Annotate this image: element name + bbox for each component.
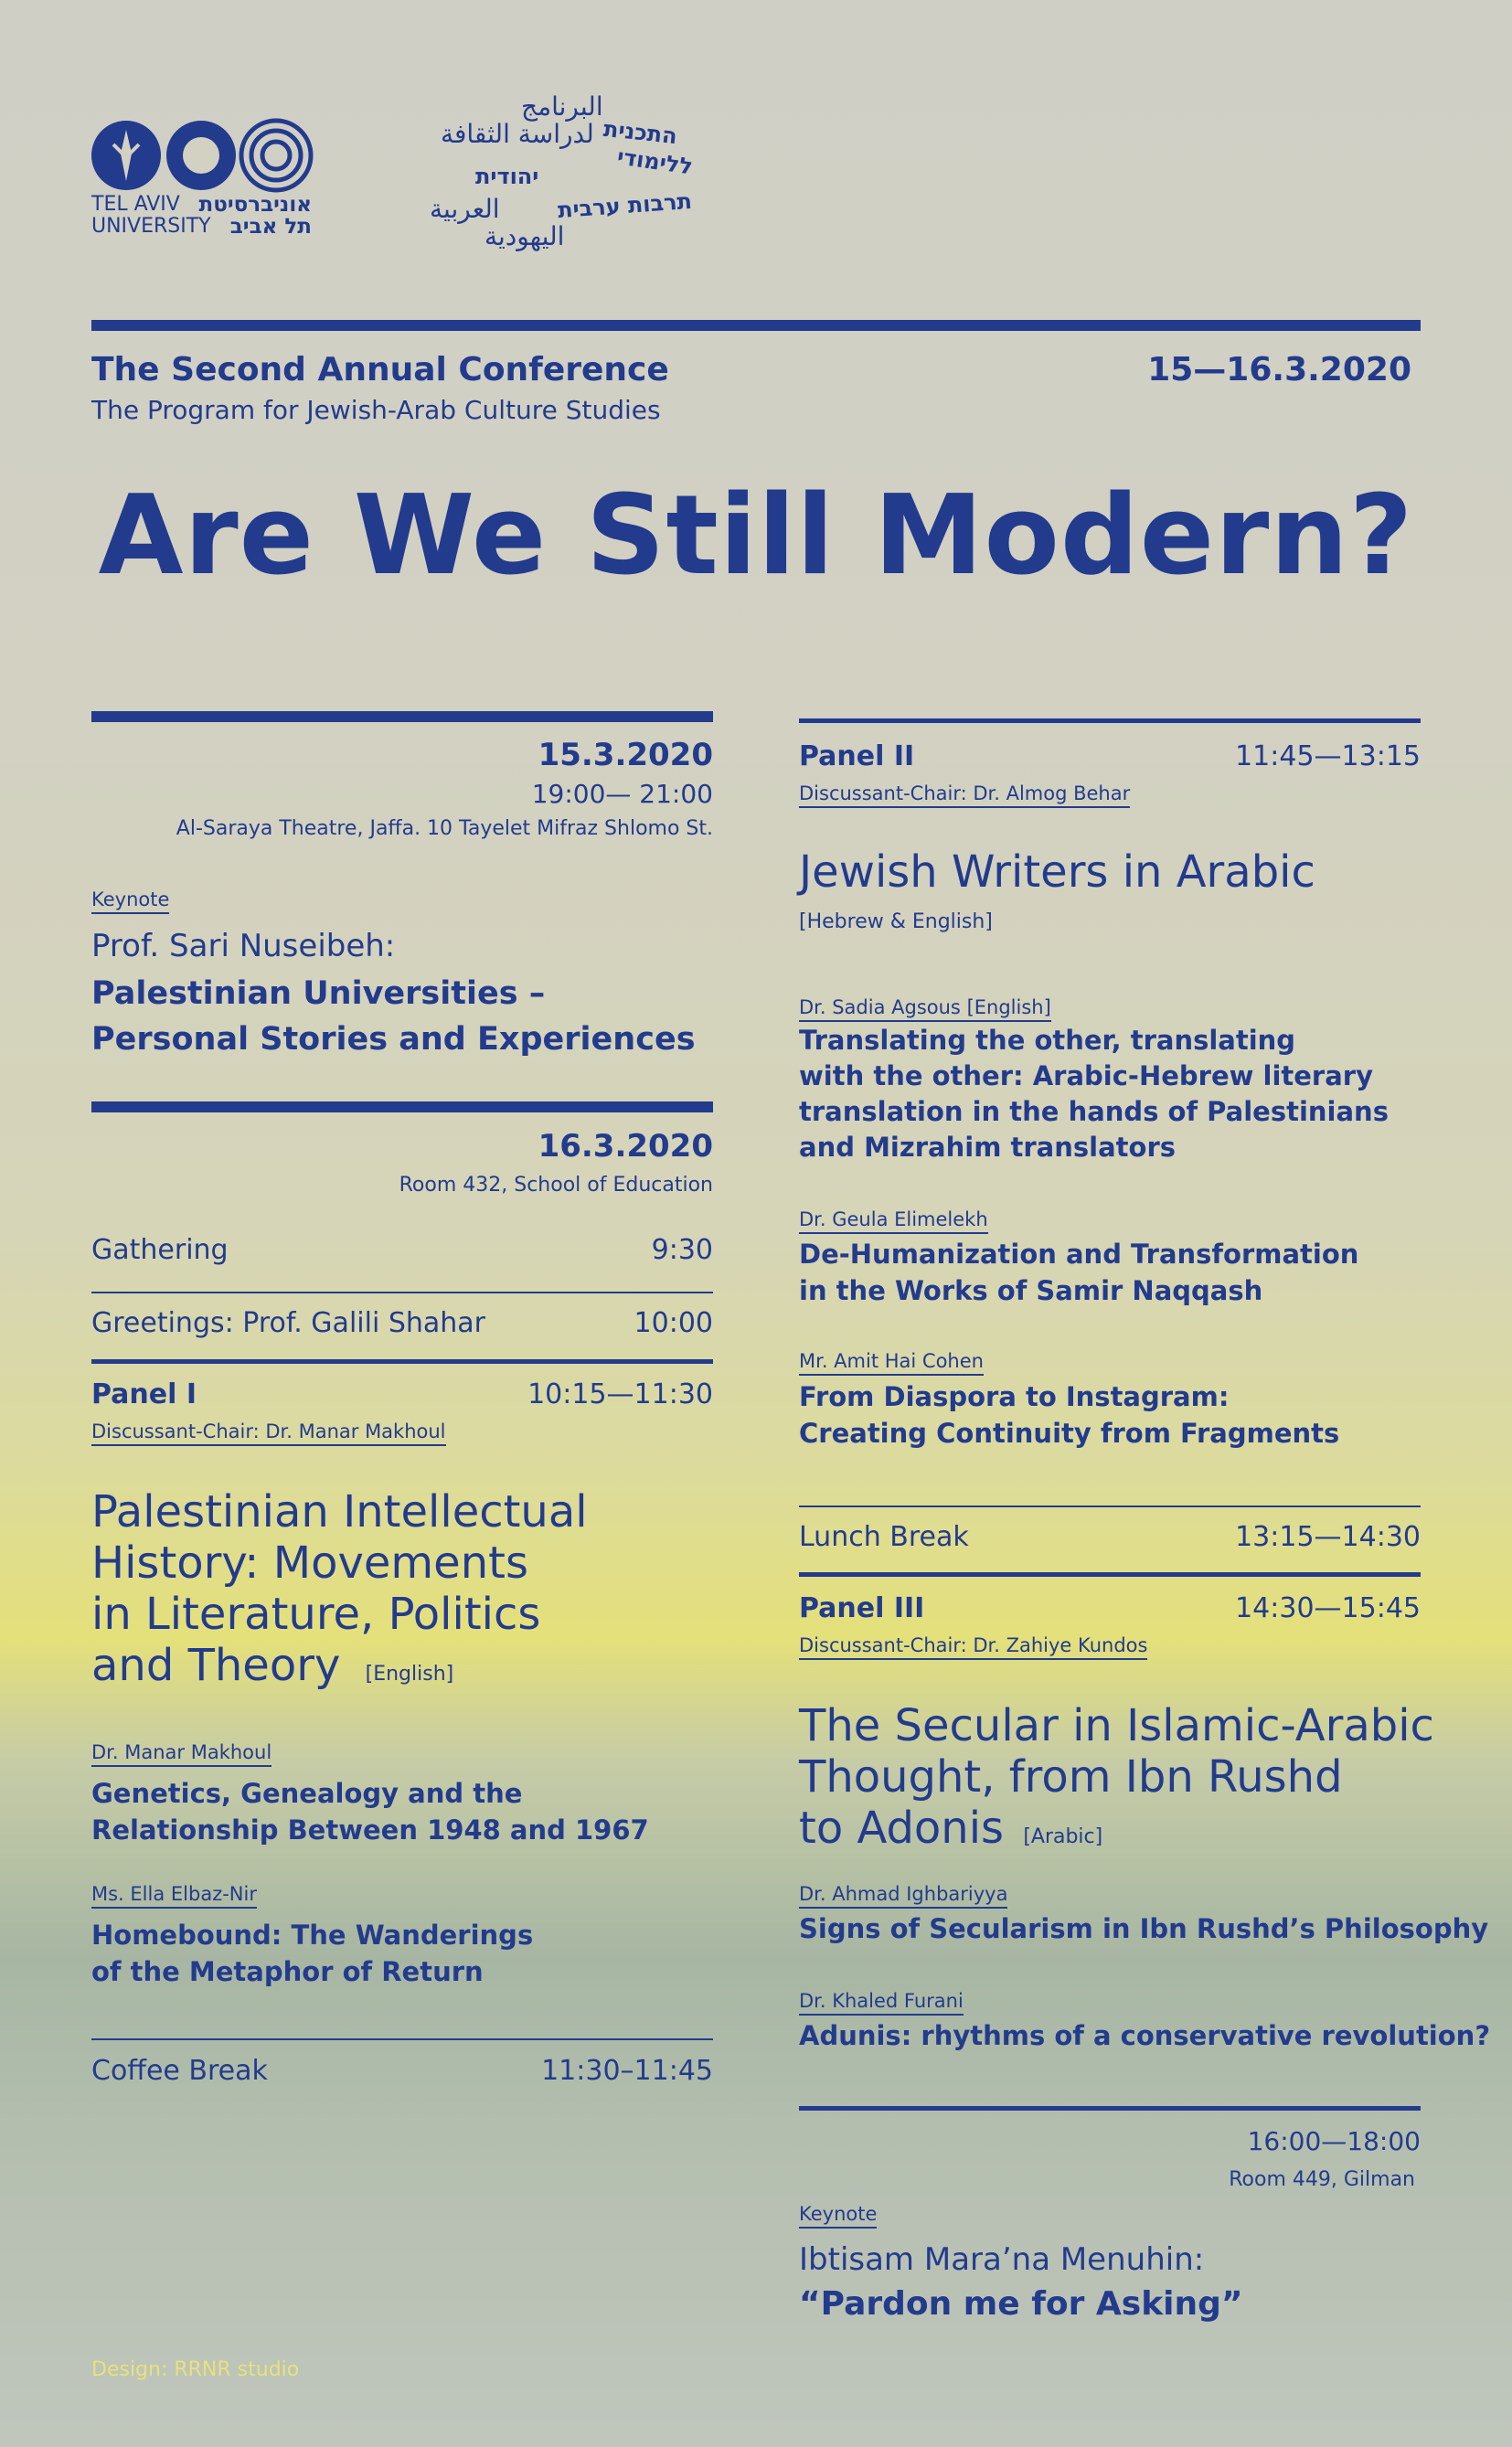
lunch-time: 13:15—14:30 [1235,1521,1421,1553]
panel3-talk1-title: Signs of Secularism in Ibn Rushd’s Philosophy [799,1913,1489,1944]
lunch-rule [799,1505,1421,1507]
closing-venue: Room 449, Gilman [1229,2168,1415,2191]
program-arabic-2: لدراسة الثقافة [441,119,594,149]
panel2-talk1-title-line4: and Mizrahim translators [799,1132,1177,1163]
university-he-line2: תל אביב [229,215,312,239]
day2-rule [91,1101,713,1112]
design-credit: Design: RRNR studio [91,2358,300,2381]
university-en-line2: UNIVERSITY [91,215,211,238]
panel1-title-line2: History: Movements [91,1537,528,1589]
program-arabic-3: العربية [430,194,500,224]
program-hebrew-2: ללימודי [615,144,695,180]
program-hebrew-1: התכנית [602,115,679,150]
panel2-rule [799,718,1421,723]
program-hebrew-4: תרבות ערבית [557,187,693,224]
panel2-talk1-title-line3: translation in the hands of Palestinians [799,1096,1389,1127]
panel2-talk1-title-line2: with the other: Arabic-Hebrew literary [799,1060,1373,1091]
panel1-talk1-title-line1: Genetics, Genealogy and the [91,1778,523,1809]
panel2-talk1-lang: [English] [966,996,1051,1018]
program-name: The Program for Jewish-Arab Culture Studies [91,395,661,425]
panel1-talk1-speaker: Dr. Manar Makhoul [91,1741,272,1767]
panel3-title-line1: The Secular in Islamic-Arabic [799,1700,1434,1751]
day1-keynote-title-line2: Personal Stories and Experiences [91,1021,696,1058]
panel1-chair: Discussant-Chair: Dr. Manar Makhoul [91,1420,446,1446]
panel3-lang: [Arabic] [1023,1825,1103,1848]
panel2-talk2-speaker: Dr. Geula Elimelekh [799,1208,988,1234]
panel2-talk1-speaker [799,996,1051,1022]
university-en-line1: TEL AVIV [91,193,180,216]
panel2-lang: [Hebrew & English] [799,910,993,933]
panel3-talk2-title: Adunis: rhythms of a conservative revolution? [799,2020,1491,2051]
panel2-talk1-speaker-name: Dr. Sadia Agsous [799,996,961,1018]
greetings-time: 10:00 [634,1307,713,1339]
panel2-time: 11:45—13:15 [1235,740,1421,772]
day2-date: 16.3.2020 [538,1128,713,1165]
coffee-rule [91,2038,713,2040]
day1-time: 19:00— 21:00 [531,779,713,809]
panel2-talk2-title-line2: in the Works of Samir Naqqash [799,1275,1263,1306]
panel3-title-line2: Thought, from Ibn Rushd [799,1751,1343,1803]
panel3-chair: Discussant-Chair: Dr. Zahiye Kundos [799,1634,1147,1660]
closing-keynote-speaker: Ibtisam Mara’na Menuhin: [799,2241,1205,2278]
panel3-time: 14:30—15:45 [1235,1592,1421,1624]
day1-keynote-label: Keynote [91,888,169,914]
closing-rule [799,2106,1421,2111]
panel1-lang: [English] [365,1663,454,1686]
closing-time: 16:00—18:00 [1247,2126,1421,2156]
page-title: Are We Still Modern? [98,473,1414,600]
program-logo [421,91,731,274]
closing-keynote-label: Keynote [799,2203,877,2229]
panel2-talk3-title-line1: From Diaspora to Instagram: [799,1381,1230,1412]
panel2-talk1-title-line1: Translating the other, translating [799,1025,1296,1056]
panel1-talk2-title-line2: of the Metaphor of Return [91,1956,484,1987]
conference-title: The Second Annual Conference [91,351,669,388]
lunch-label: Lunch Break [799,1521,969,1553]
day1-keynote-title-line1: Palestinian Universities – [91,975,546,1012]
day2-venue: Room 432, School of Education [399,1174,713,1197]
university-he-line1: אוניברסיטת [198,193,312,217]
divider [91,1292,713,1293]
gathering-time: 9:30 [651,1234,713,1266]
day1-venue: Al-Saraya Theatre, Jaffa. 10 Tayelet Mifraz Shlomo St. [176,817,713,840]
panel3-title-line3: to Adonis [799,1803,1005,1854]
panel1-name: Panel I [91,1378,197,1410]
closing-keynote-title: “Pardon me for Asking” [799,2285,1243,2323]
panel2-chair: Discussant-Chair: Dr. Almog Behar [799,782,1130,808]
panel1-rule [91,1359,713,1364]
day1-date: 15.3.2020 [538,737,713,773]
panel1-talk2-speaker: Ms. Ella Elbaz-Nir [91,1883,257,1909]
panel3-rule [799,1572,1421,1577]
coffee-label: Coffee Break [91,2055,268,2087]
tau-logo [91,117,315,245]
tau-logo-mark-icon [91,117,315,199]
panel2-talk2-title-line1: De-Humanization and Transformation [799,1239,1359,1270]
program-hebrew-3: יהודית [475,164,539,189]
panel1-talk2-title-line1: Homebound: The Wanderings [91,1920,534,1951]
panel2-name: Panel II [799,740,915,772]
panel1-time: 10:15—11:30 [527,1378,713,1410]
panel1-talk1-title-line2: Relationship Between 1948 and 1967 [91,1814,649,1846]
panel3-talk2-speaker: Dr. Khaled Furani [799,1990,964,2016]
coffee-time: 11:30–11:45 [541,2055,713,2087]
panel1-title-line4: and Theory [91,1640,341,1691]
header-rule [91,320,1421,331]
program-arabic-1: البرنامج [521,91,603,122]
panel2-talk3-speaker: Mr. Amit Hai Cohen [799,1350,984,1376]
day1-keynote-speaker: Prof. Sari Nuseibeh: [91,928,396,964]
panel2-talk3-title-line2: Creating Continuity from Fragments [799,1418,1340,1449]
day1-rule [91,711,713,722]
panel3-name: Panel III [799,1592,925,1624]
program-arabic-4: اليهودية [484,221,565,251]
panel3-talk1-speaker: Dr. Ahmad Ighbariyya [799,1883,1007,1909]
gathering-label: Gathering [91,1234,229,1266]
conference-dates: 15—16.3.2020 [1147,351,1411,388]
greetings-label: Greetings: Prof. Galili Shahar [91,1307,485,1339]
panel2-title: Jewish Writers in Arabic [799,846,1315,898]
panel1-title-line3: in Literature, Politics [91,1589,541,1640]
panel1-title-line1: Palestinian Intellectual [91,1486,588,1537]
